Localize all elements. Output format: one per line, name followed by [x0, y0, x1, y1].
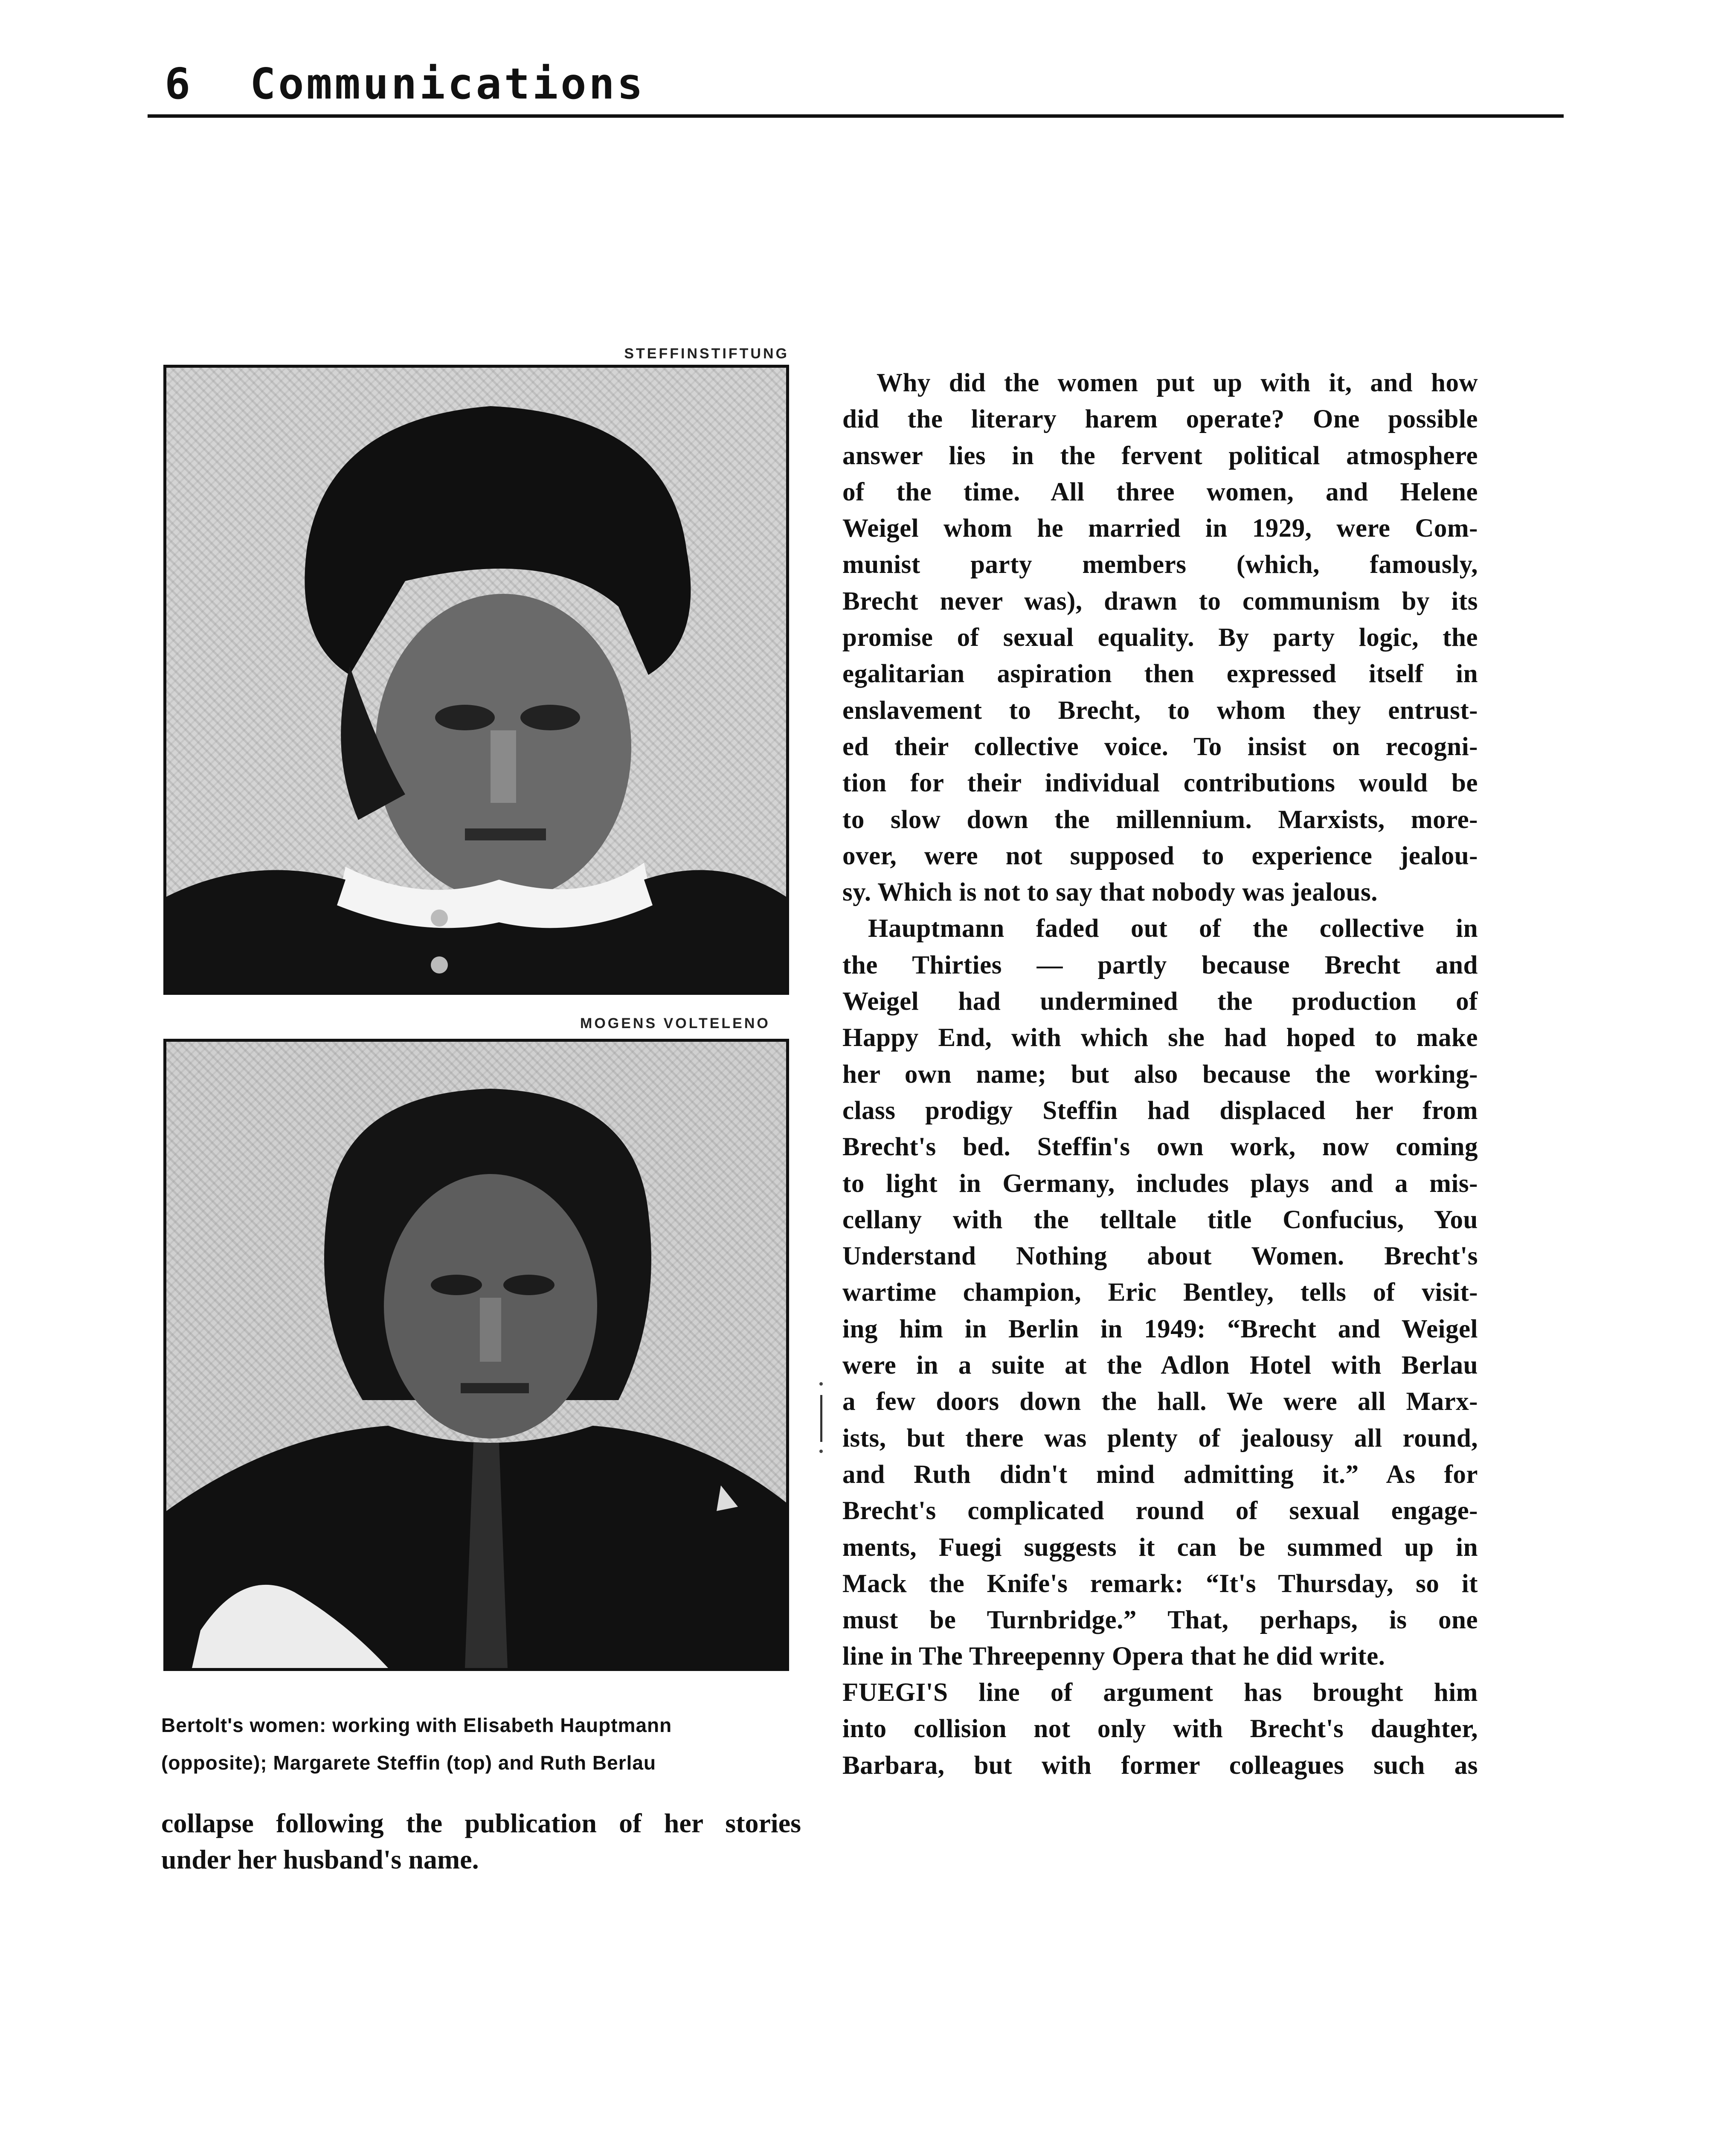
bottom-photo	[163, 1039, 789, 1671]
page-header	[148, 50, 1564, 119]
text-line: were in a suite at the Adlon Hotel with Berlau	[842, 1351, 1478, 1380]
text-line: and Ruth didn't mind admitting it.” As for	[842, 1460, 1478, 1489]
text-line: cellany with the telltale title Confucius, You	[842, 1205, 1478, 1234]
text-line: Weigel whom he married in 1929, were Com-	[842, 514, 1478, 543]
text-line: Hauptmann faded out of the collective in	[868, 914, 1478, 943]
text-line: tion for their individual contributions would be	[842, 769, 1478, 798]
text-line: did the literary harem operate? One possible	[842, 405, 1478, 434]
text-line: to slow down the millennium. Marxists, more-	[842, 805, 1478, 834]
text-line: egalitarian aspiration then expressed itself in	[842, 660, 1478, 689]
caption-line: (opposite); Margarete Steffin (top) and Ruth Berlau	[161, 1752, 656, 1774]
text-line: enslavement to Brecht, to whom they entrust-	[842, 696, 1478, 725]
text-line: Brecht's complicated round of sexual engage-	[842, 1497, 1478, 1526]
caption-line: Bertolt's women: working with Elisabeth Hauptmann	[161, 1714, 672, 1736]
bottom-portrait-image	[166, 1042, 786, 1668]
article-column-right	[842, 365, 1478, 1675]
margin-line	[820, 1395, 822, 1442]
text-line: sy. Which is not to say that nobody was jealous.	[842, 878, 1378, 907]
text-line: Brecht never was), drawn to communism by its	[842, 587, 1478, 616]
text-line: collapse following the publication of her stories	[161, 1808, 801, 1838]
top-photo	[163, 365, 789, 995]
text-line: Barbara, but with former colleagues such as	[842, 1751, 1478, 1780]
top-photo-credit: STEFFINSTIFTUNG	[624, 346, 789, 362]
text-line: promise of sexual equality. By party logic, the	[842, 623, 1478, 652]
text-line: over, were not supposed to experience jealou-	[842, 841, 1478, 870]
text-line: munist party members (which, famously,	[842, 550, 1478, 579]
page-number: 6	[165, 59, 192, 109]
text-line: ments, Fuegi suggests it can be summed up in	[842, 1533, 1478, 1562]
top-portrait-image	[166, 368, 786, 992]
text-line: FUEGI'S line of argument has brought him	[842, 1678, 1478, 1707]
photo-caption	[161, 1706, 793, 1781]
text-line: wartime champion, Eric Bentley, tells of visit-	[842, 1278, 1478, 1307]
text-line: Brecht's bed. Steffin's own work, now coming	[842, 1133, 1478, 1162]
text-line: to light in Germany, includes plays and a mis-	[842, 1169, 1478, 1198]
text-line: Understand Nothing about Women. Brecht's	[842, 1242, 1478, 1271]
text-line: line in The Threepenny Opera that he did write.	[842, 1642, 1385, 1671]
text-line: ed their collective voice. To insist on recogni-	[842, 732, 1478, 761]
bottom-photo-credit: MOGENS VOLTELENO	[580, 1015, 770, 1032]
text-line: into collision not only with Brecht's daughter,	[842, 1715, 1478, 1744]
header-rule	[148, 114, 1564, 118]
margin-annotation-mark	[817, 1382, 825, 1455]
text-line: ing him in Berlin in 1949: “Brecht and Weigel	[842, 1314, 1478, 1343]
continued-text-left	[161, 1805, 801, 1877]
text-line: Why did the women put up with it, and how	[877, 369, 1478, 397]
text-line: Happy End, with which she had hoped to make	[842, 1023, 1478, 1052]
text-line: under her husband's name.	[161, 1844, 479, 1875]
text-line: the Thirties — partly because Brecht and	[842, 950, 1478, 979]
article-column-right-second-para	[842, 1674, 1478, 1784]
text-line: answer lies in the fervent political atmosphere	[842, 441, 1478, 470]
text-line: her own name; but also because the working-	[842, 1060, 1478, 1089]
text-line: must be Turnbridge.” That, perhaps, is one	[842, 1606, 1478, 1635]
text-line: of the time. All three women, and Helene	[842, 477, 1478, 506]
text-line: class prodigy Steffin had displaced her from	[842, 1096, 1478, 1125]
section-title: Communications	[250, 59, 645, 109]
text-line: Weigel had undermined the production of	[842, 987, 1478, 1016]
text-line: a few doors down the hall. We were all Marx-	[842, 1387, 1478, 1416]
text-line: ists, but there was plenty of jealousy all round,	[842, 1424, 1478, 1453]
text-line: Mack the Knife's remark: “It's Thursday, so it	[842, 1569, 1478, 1598]
